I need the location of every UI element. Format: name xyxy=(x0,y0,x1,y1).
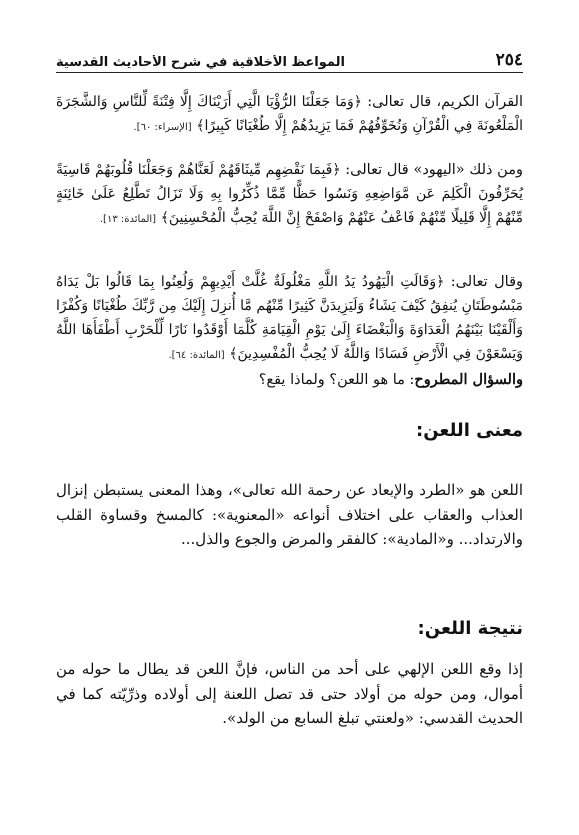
section-heading-result: نتيجة اللعن: xyxy=(417,618,523,639)
paragraph-quran-maidah-64 xyxy=(56,270,523,368)
paragraph-intro: ومن ذلك «اليهود» قال تعالى: xyxy=(340,162,523,178)
verse-reference: [المائدة: ١٣]. xyxy=(99,214,157,225)
page-header xyxy=(56,44,523,70)
quran-verse: ﴿فَبِمَا نَقْضِهِم مِّيثَاقَهُمْ لَعَنَّاهُمْ وَجَعَلْنَا قُلُوبَهُمْ قَاسِيَةً يُحَرِّفُونَ الْكَلِمَ عَن مَّوَاضِعِهِ وَنَسُوا حَظًّا مِّمَّا ذُكِّرُوا بِهِ وَلَا تَزَالُ تَطَّلِعُ عَلَىٰ خَائِنَةٍ مِّنْهُمْ إِلَّا قَلِيلًا مِّنْهُمْ فَاعْفُ عَنْهُمْ وَاصْفَحْ إِنَّ اللَّهَ يُحِبُّ الْمُحْسِنِينَ﴾ xyxy=(56,162,523,226)
running-title: المواعظ الأخلاقية في شرح الأحاديث القدسية xyxy=(56,55,345,70)
question-label: والسؤال المطروح xyxy=(414,371,523,388)
section-text-meaning: اللعن هو «الطرد والإبعاد عن رحمة الله تعالى»، وهذا المعنى يستبطن إنزال العذاب والعقاب على اختلاف أنواعه «المعنوية»: كالمسخ وقساوة القلب والارتداد... و«المادية»: كالفقر والمرض والجوع والذل... xyxy=(56,481,523,548)
page-number: ٢٥٤ xyxy=(495,50,523,70)
verse-reference: [المائدة: ٦٤]. xyxy=(168,350,225,361)
header-divider xyxy=(56,72,523,73)
paragraph-quran-isra xyxy=(56,90,523,140)
question-text: : ما هو اللعن؟ ولماذا يقع؟ xyxy=(258,372,415,388)
quran-verse: ﴿وَقَالَتِ الْيَهُودُ يَدُ اللَّهِ مَغْلُولَةٌ غُلَّتْ أَيْدِيهِمْ وَلُعِنُوا بِمَا قَالُوا بَلْ يَدَاهُ مَبْسُوطَتَانِ يُنفِقُ كَيْفَ يَشَاءُ وَلَيَزِيدَنَّ كَثِيرًا مِّنْهُم مَّا أُنزِلَ إِلَيْكَ مِن رَّبِّكَ طُغْيَانًا وَكُفْرًا وَأَلْقَيْنَا بَيْنَهُمُ الْعَدَاوَةَ وَالْبَغْضَاءَ إِلَىٰ يَوْمِ الْقِيَامَةِ كُلَّمَا أَوْقَدُوا نَارًا لِّلْحَرْبِ أَطْفَأَهَا اللَّهُ وَيَسْعَوْنَ فِي الْأَرْضِ فَسَادًا وَاللَّهُ لَا يُحِبُّ الْمُفْسِدِينَ﴾ xyxy=(56,274,523,362)
section-text-result: إذا وقع اللعن الإلهي على أحد من الناس، فإنَّ اللعن قد يطال ما حوله من أموال، ومن حوله من أولاد حتى قد تصل اللعنة إلى أولاده وذرِّيّته كما في الحديث القدسي: «ولعنتي تبلغ السابع من الولد». xyxy=(56,660,523,727)
section-heading-meaning: معنى اللعن: xyxy=(416,420,523,441)
paragraph-intro: وقال تعالى: xyxy=(444,274,523,290)
quran-verse: ﴿وَمَا جَعَلْنَا الرُّؤْيَا الَّتِي أَرَيْنَاكَ إِلَّا فِتْنَةً لِّلنَّاسِ وَالشَّجَرَةَ الْمَلْعُونَةَ فِي الْقُرْآنِ وَنُخَوِّفُهُمْ فَمَا يَزِيدُهُمْ إِلَّا طُغْيَانًا كَبِيرًا﴾ xyxy=(56,94,523,134)
paragraph-intro: القرآن الكريم، قال تعالى: xyxy=(361,94,523,110)
question-paragraph xyxy=(56,368,523,392)
verse-reference: [الإسراء: ٦٠]. xyxy=(133,122,192,133)
paragraph-quran-maidah-13 xyxy=(56,158,523,232)
